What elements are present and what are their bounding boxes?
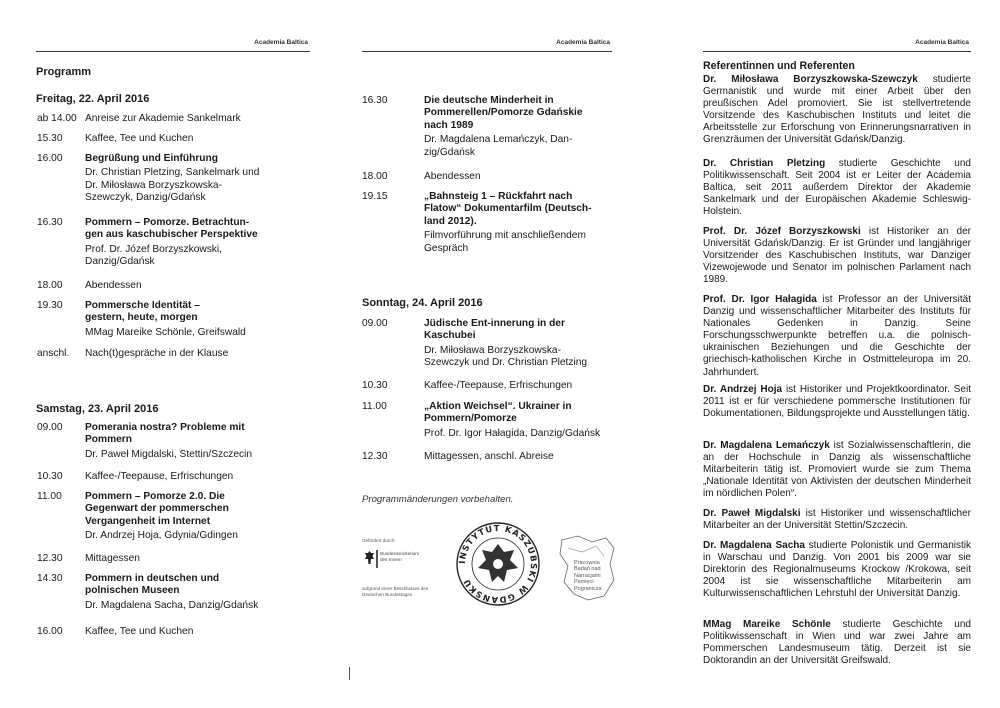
funder-label: Gefördert durch:	[362, 538, 396, 543]
column-referenten	[703, 0, 971, 708]
speaker: Dr. Andrzej Hoja, Gdynia/Gdingen	[85, 530, 238, 542]
session-title: Pommern/Pomorze	[424, 413, 517, 425]
time: 10.30	[362, 380, 388, 391]
speaker: Prof. Dr. Igor Hałagida, Danzig/Gdańsk	[424, 427, 601, 439]
item-text: Abendessen	[424, 171, 481, 182]
bio-text: ist Sozialwissenschaftlerin, die an der Hochschule in Danzig als wissenschaftliche Mitarbeiterin tätig ist. Promoviert wurde sie zum Thema „Nationale Identität von Aktivisten der deutschen Minderheit im nördlichen Polen“.	[703, 440, 971, 500]
speaker: Dr. Magdalena Sacha, Danzig/Gdańsk	[85, 599, 259, 611]
bio-name: Dr. Christian Pletzing	[703, 158, 826, 169]
item-text: Kaffee, Tee und Kuchen	[85, 133, 194, 144]
bio-name: MMag Mareike Schönle	[703, 619, 831, 630]
bio-name: Dr. Miłosława Borzyszkowska-Szewczyk	[703, 74, 918, 85]
bio-text: studierte Geschichte und Politikwissenschaft in Wien und war zwei Jahre am Pommerschen Landesmuseum tätig. Derzeit ist sie Doktorandin an der Universität Greifswald.	[703, 619, 971, 667]
time: 12.30	[37, 553, 63, 564]
bmi-text: Bundesministerium des Innern	[380, 551, 420, 562]
session-title: Pommern in deutschen und	[85, 573, 220, 584]
header-text: Academia Baltica	[556, 39, 610, 46]
flag-bar	[376, 550, 378, 568]
time: 12.30	[362, 451, 388, 462]
session-title: Pommern	[85, 434, 132, 446]
time: 19.15	[362, 191, 388, 202]
bio-name: Dr. Magdalena Sacha	[703, 540, 805, 551]
session-title: Pommerellen/Pomorze Gdańskie	[424, 107, 583, 119]
bio-name: Dr. Andrzej Hoja	[703, 384, 783, 395]
bio-paragraph	[703, 74, 971, 147]
item-text: Nach(t)gespräche in der Klause	[85, 348, 229, 359]
speaker: Danzig/Gdańsk	[85, 256, 155, 268]
bio-text: studierte Geschichte und Politikwissenschaft. Seit 2004 ist er Leiter der Academia Baltica, seit 2011 außerdem Direktor der Akademie Sankelmark und der Europäischen Akademie Schleswig-Holstein.	[703, 158, 971, 218]
time: 15.30	[37, 133, 63, 144]
time: 19.30	[37, 300, 63, 311]
session-title: land 2012).	[424, 215, 477, 227]
programm-title: Programm	[36, 66, 92, 78]
day-friday: Freitag, 22. April 2016	[36, 93, 150, 105]
bio-text: ist Historiker und Projektkoordinator. Seit 2011 ist er für verschiedene pommersche Institutionen für Dokumentationen, Bildungsprojekte und Ausstellungen tätig.	[703, 384, 971, 420]
speaker: Szewczyk und Dr. Christian Pletzing	[424, 357, 588, 369]
session-title: gen aus kaschubischer Perspektive	[85, 229, 258, 241]
bio-text: studierte Polonistik und Germanistik in Warschau und Danzig. Von 2001 bis 2009 war sie Direktorin des Regionalmuseums Krockow /Krokowa, seit 2004 ist sie wissenschaftliche Mitarbeiterin am Kulturwissenschaftlichen Lehrstuhl der Universität Danzig.	[703, 540, 972, 600]
time: 09.00	[362, 318, 388, 329]
item-text: Mittagessen	[85, 553, 140, 564]
session-title: Pommersche Identität –	[85, 300, 200, 311]
fold-mark	[349, 667, 350, 680]
day-sunday: Sonntag, 24. April 2016	[362, 297, 483, 309]
session-title: Pomerania nostra? Probleme mit	[85, 422, 245, 433]
sponsor-logos	[362, 520, 612, 620]
header-text: Academia Baltica	[915, 39, 969, 46]
time: 11.00	[37, 491, 62, 502]
item-text: Mittagessen, anschl. Abreise	[424, 451, 554, 462]
funder-footnote: aufgrund eines Beschlusses des Deutschen Bundestages	[362, 586, 429, 597]
speaker: Dr. Magdalena Lemańczyk, Dan-	[424, 134, 573, 146]
time: 16.30	[362, 95, 388, 106]
time: anschl.	[37, 348, 70, 359]
session-title: „Bahnsteig 1 – Rückfahrt nach	[424, 191, 573, 202]
bio-paragraph	[703, 384, 971, 420]
item-text: Abendessen	[85, 280, 142, 291]
speaker: Dr. Miłosława Borzyszkowska-	[424, 344, 561, 356]
page-header	[362, 40, 612, 52]
item-text: Anreise zur Akademie Sankelmark	[85, 113, 241, 124]
bio-name: Prof. Dr. Igor Hałagida	[703, 294, 817, 305]
bio-paragraph	[703, 440, 971, 500]
bio-name: Dr. Magdalena Lemańczyk	[703, 440, 830, 451]
time: 16.00	[37, 153, 63, 164]
session-title: Pommern – Pomorze 2.0. Die	[85, 491, 225, 502]
time: 16.30	[37, 217, 63, 228]
session-title: Gegenwart der pommerschen	[85, 503, 229, 515]
page-header	[36, 40, 310, 52]
bio-text: ist Professor an der Universität Danzig und wissenschaftlicher Mitarbeiter des Instituts für Nationales Gedenken in Danzig. Seine Forschungsschwerpunkte betreffen u.a. die polnisch-ukrainischen Beziehungen und die Geschichte der griechisch-katholischen Kirche in Ostmitteleuropa im 20. Jahrhundert.	[703, 294, 971, 378]
time: ab 14.00	[37, 113, 77, 124]
bio-paragraph	[703, 158, 971, 218]
day-saturday: Samstag, 23. April 2016	[36, 403, 159, 415]
time: 09.00	[37, 422, 63, 433]
session-title: Die deutsche Minderheit in	[424, 95, 554, 106]
bio-paragraph	[703, 226, 971, 286]
bio-name: Dr. Paweł Migdalski	[703, 508, 801, 519]
bmi-logo	[362, 550, 422, 580]
time: 11.00	[362, 401, 387, 412]
speaker: Szewczyk, Danzig/Gdańsk	[85, 192, 206, 204]
bio-text: ist Historiker und wissenschaftlicher Mitarbeiter an der Universität Stettin/Szczecin.	[703, 508, 971, 532]
referenten-title: Referentinnen und Referenten	[703, 60, 855, 72]
session-title: nach 1989	[424, 119, 474, 131]
session-title: gestern, heute, morgen	[85, 312, 198, 324]
page-header	[703, 40, 971, 52]
item-text: Kaffee, Tee und Kuchen	[85, 626, 194, 637]
speaker: Gespräch	[424, 242, 469, 254]
speaker: Dr. Christian Pletzing, Sankelmark und	[85, 167, 260, 179]
speaker: Filmvorführung mit anschließendem	[424, 230, 586, 242]
map-logo-text: Pracownia Badań nad Narracjami Pamięci Pogranicza	[574, 560, 602, 592]
session-title: Vergangenheit im Internet	[85, 515, 211, 527]
item-text: Kaffee-/Teepause, Erfrischungen	[424, 380, 573, 391]
session-title: Begrüßung und Einführung	[85, 153, 218, 164]
item-text: Kaffee-/Teepause, Erfrischungen	[85, 471, 234, 482]
time: 14.30	[37, 573, 63, 584]
bio-paragraph	[703, 619, 971, 667]
column-programm-continued	[362, 0, 612, 708]
column-programm	[34, 0, 310, 708]
session-title: Kaschubei	[424, 330, 476, 342]
speaker: MMag Mareike Schönle, Greifswald	[85, 326, 246, 338]
bio-paragraph	[703, 294, 971, 379]
speaker: Prof. Dr. Józef Borzyszkowski,	[85, 243, 222, 255]
eagle-icon	[364, 550, 375, 566]
time: 10.30	[37, 471, 63, 482]
program-note: Programmänderungen vorbehalten.	[362, 494, 514, 505]
session-title: Flatow“ Dokumentarfilm (Deutsch-	[424, 203, 592, 215]
bio-text: ist Historiker an der Universität Gdańsk/Danzig. Er ist Gründer und langjähriger Vorsitzender des Kaschubischen Instituts, war Danziger Vizewojewode und Senator im polnischen Parlament nach 1989.	[703, 226, 971, 286]
bio-name: Prof. Dr. Józef Borzyszkowski	[703, 226, 861, 237]
seal-text: INSTYTUT KASZUBSKI W GDAŃSKU	[456, 522, 540, 606]
session-title: Pommern – Pomorze. Betrachtun-	[85, 217, 250, 228]
time: 16.00	[37, 626, 63, 637]
bio-paragraph	[703, 540, 971, 600]
speaker: Dr. Miłosława Borzyszkowska-	[85, 179, 222, 191]
institute-seal-icon	[454, 520, 542, 608]
time: 18.00	[362, 171, 388, 182]
session-title: Jüdische Ent-innerung in der	[424, 318, 565, 329]
session-title: polnischen Museen	[85, 585, 180, 597]
header-text: Academia Baltica	[254, 39, 308, 46]
bio-text: studierte Germanistik und wurde mit einer Arbeit über den preußischen Adel promoviert. Sie ist stellvertretende Vorsitzende des Kaschubischen Instituts und leitet die Arbeitsstelle zur Erforschung von Erinnerungsnarrativen in Grenzräumen der Universität Gdańsk/Danzig.	[703, 74, 971, 146]
session-title: „Aktion Weichsel“. Ukrainer in	[424, 401, 572, 412]
speaker: Dr. Paweł Migdalski, Stettin/Szczecin	[85, 448, 253, 460]
bio-paragraph	[703, 508, 971, 532]
time: 18.00	[37, 280, 63, 291]
speaker: zig/Gdańsk	[424, 146, 475, 158]
